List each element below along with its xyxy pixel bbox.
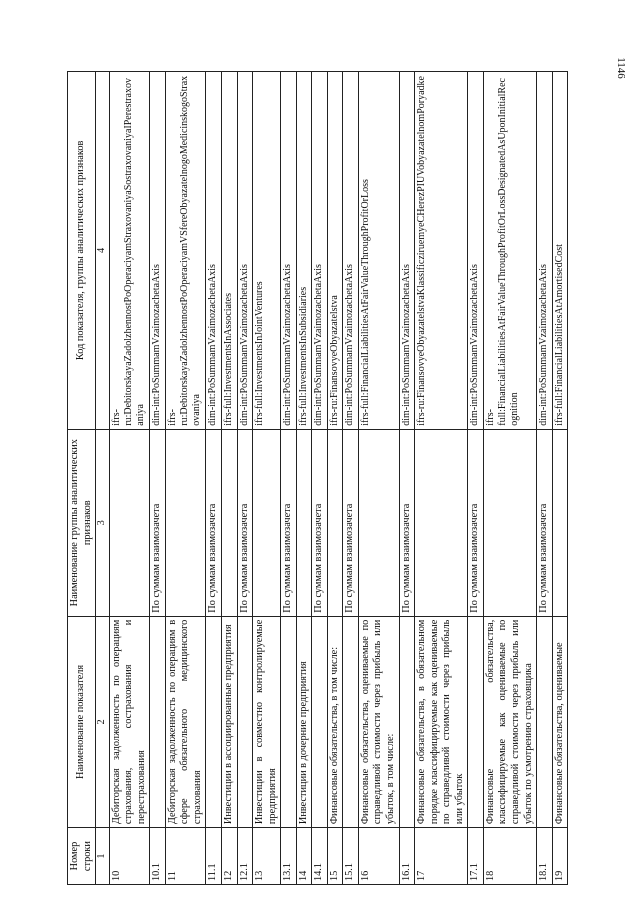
row-group bbox=[109, 429, 150, 616]
header-name: Наименование показателя bbox=[68, 616, 96, 827]
row-num: 11.1 bbox=[206, 828, 222, 885]
row-code: ifrs-full:FinancialLiabilitiesAtFairValueThroughProfitOrLossDesignatedAsUponInitialRecognition bbox=[483, 72, 536, 430]
row-num: 13 bbox=[253, 828, 281, 885]
table-row bbox=[343, 72, 359, 885]
row-code: ifrs-ru:FinansovyeObyazatelstva bbox=[327, 72, 343, 430]
row-group bbox=[222, 429, 238, 616]
table-row bbox=[281, 72, 297, 885]
row-code: ifrs-full:InvestmentsInJointVentures bbox=[253, 72, 281, 430]
table-body bbox=[109, 72, 568, 885]
header-code: Код показателя, группы аналитических признаков bbox=[68, 72, 96, 430]
table-row bbox=[537, 72, 553, 885]
col-index-3: 3 bbox=[96, 429, 110, 616]
row-num: 17.1 bbox=[468, 828, 484, 885]
table-row bbox=[483, 72, 536, 885]
row-group: По суммам взаимозачета bbox=[343, 429, 359, 616]
row-name: Дебиторская задолженность по операциям страхования, сострахования и перестрахования bbox=[109, 616, 150, 827]
row-num: 10.1 bbox=[150, 828, 166, 885]
table-row bbox=[109, 72, 150, 885]
table-row bbox=[327, 72, 343, 885]
row-name: Финансовые обязательства, в том числе: bbox=[327, 616, 343, 827]
row-code: dim-int:PoSummamVzaimozachetaAxis bbox=[468, 72, 484, 430]
row-group bbox=[415, 429, 468, 616]
row-code: ifrs-full:InvestmentsInAssociates bbox=[222, 72, 238, 430]
row-group bbox=[296, 429, 312, 616]
row-group: По суммам взаимозачета bbox=[206, 429, 222, 616]
row-num: 17 bbox=[415, 828, 468, 885]
table-row bbox=[552, 72, 568, 885]
row-group: По суммам взаимозачета bbox=[237, 429, 253, 616]
row-num: 16.1 bbox=[399, 828, 415, 885]
table-row bbox=[253, 72, 281, 885]
row-name: Инвестиции в совместно контролируемые предприятия bbox=[253, 616, 281, 827]
row-group: По суммам взаимозачета bbox=[399, 429, 415, 616]
row-code: ifrs-full:FinancialLiabilitiesAtAmortisedCost bbox=[552, 72, 568, 430]
row-code: dim-int:PoSummamVzaimozachetaAxis bbox=[312, 72, 328, 430]
row-group bbox=[552, 429, 568, 616]
row-name: Инвестиции в дочерние предприятия bbox=[296, 616, 312, 827]
row-num: 18.1 bbox=[537, 828, 553, 885]
row-code: dim-int:PoSummamVzaimozachetaAxis bbox=[281, 72, 297, 430]
table-row bbox=[165, 72, 206, 885]
row-code: dim-int:PoSummamVzaimozachetaAxis bbox=[206, 72, 222, 430]
row-name: Финансовые обязательства, классифицируемые как оцениваемые по справедливой стоимости через прибыль или убыток по усмотрению страховщика bbox=[483, 616, 536, 827]
row-group bbox=[165, 429, 206, 616]
table-row bbox=[399, 72, 415, 885]
row-num: 18 bbox=[483, 828, 536, 885]
table-row bbox=[237, 72, 253, 885]
row-name bbox=[281, 616, 297, 827]
row-group: По суммам взаимозачета bbox=[312, 429, 328, 616]
row-group: По суммам взаимозачета bbox=[537, 429, 553, 616]
row-group bbox=[253, 429, 281, 616]
row-code: dim-int:PoSummamVzaimozachetaAxis bbox=[150, 72, 166, 430]
row-name: Дебиторская задолженность по операциям в сфере обязательного медицинского страхования bbox=[165, 616, 206, 827]
row-group: По суммам взаимозачета bbox=[150, 429, 166, 616]
row-group: По суммам взаимозачета bbox=[281, 429, 297, 616]
row-code: ifrs-ru:FinansovyeObyazatelstvaKlassificziruemyeCHerezPIUVobyazatelnomPoryadke bbox=[415, 72, 468, 430]
col-index-2: 2 bbox=[96, 616, 110, 827]
row-group bbox=[358, 429, 399, 616]
table-row bbox=[415, 72, 468, 885]
page-number: 1146 bbox=[615, 57, 628, 79]
row-num: 16 bbox=[358, 828, 399, 885]
row-name bbox=[399, 616, 415, 827]
table-row bbox=[206, 72, 222, 885]
table-row bbox=[296, 72, 312, 885]
row-code: ifrs-full:FinancialLiabilitiesAtFairValueThroughProfitOrLoss bbox=[358, 72, 399, 430]
row-num: 12 bbox=[222, 828, 238, 885]
row-name bbox=[150, 616, 166, 827]
row-name bbox=[312, 616, 328, 827]
row-num: 12.1 bbox=[237, 828, 253, 885]
row-name bbox=[537, 616, 553, 827]
table-row bbox=[222, 72, 238, 885]
row-num: 14.1 bbox=[312, 828, 328, 885]
header-group: Наименование группы аналитических признаков bbox=[68, 429, 96, 616]
row-name: Инвестиции в ассоциированные предприятия bbox=[222, 616, 238, 827]
row-code: ifrs-full:InvestmentsInSubsidiaries bbox=[296, 72, 312, 430]
header-num: Номер строки bbox=[68, 828, 96, 885]
row-name: Финансовые обязательства, оцениваемые bbox=[552, 616, 568, 827]
row-name bbox=[343, 616, 359, 827]
row-code: ifrs-ru:DebitorskayaZadolzhennostPoOperaciyamVSfereObyazatelnogoMedicinskogoStraxovaniya bbox=[165, 72, 206, 430]
row-num: 15 bbox=[327, 828, 343, 885]
row-code: ifrs-ru:DebitorskayaZadolzhennostPoOperaciyamStraxovaniyaSostraxovaniyaIPerestraxovaniya bbox=[109, 72, 150, 430]
row-name bbox=[468, 616, 484, 827]
rotated-table-page bbox=[67, 71, 575, 885]
column-index-row bbox=[96, 72, 110, 885]
row-code: dim-int:PoSummamVzaimozachetaAxis bbox=[237, 72, 253, 430]
row-num: 11 bbox=[165, 828, 206, 885]
row-num: 19 bbox=[552, 828, 568, 885]
row-group bbox=[327, 429, 343, 616]
row-code: dim-int:PoSummamVzaimozachetaAxis bbox=[343, 72, 359, 430]
table-row bbox=[150, 72, 166, 885]
row-code: dim-int:PoSummamVzaimozachetaAxis bbox=[537, 72, 553, 430]
col-index-1: 1 bbox=[96, 828, 110, 885]
row-name: Финансовые обязательства, оцениваемые по справедливой стоимости через прибыль или убыток, в том числе: bbox=[358, 616, 399, 827]
indicator-table bbox=[67, 71, 568, 885]
table-row bbox=[468, 72, 484, 885]
row-num: 10 bbox=[109, 828, 150, 885]
col-index-4: 4 bbox=[96, 72, 110, 430]
header-row bbox=[68, 72, 96, 885]
row-num: 15.1 bbox=[343, 828, 359, 885]
row-group bbox=[483, 429, 536, 616]
row-name bbox=[237, 616, 253, 827]
row-name bbox=[206, 616, 222, 827]
row-num: 14 bbox=[296, 828, 312, 885]
row-group: По суммам взаимозачета bbox=[468, 429, 484, 616]
row-name: Финансовые обязательства, в обязательном порядке классифицируемые как оцениваемые по справедливой стоимости через прибыль или убыток bbox=[415, 616, 468, 827]
table-row bbox=[358, 72, 399, 885]
row-num: 13.1 bbox=[281, 828, 297, 885]
row-code: dim-int:PoSummamVzaimozachetaAxis bbox=[399, 72, 415, 430]
table-row bbox=[312, 72, 328, 885]
